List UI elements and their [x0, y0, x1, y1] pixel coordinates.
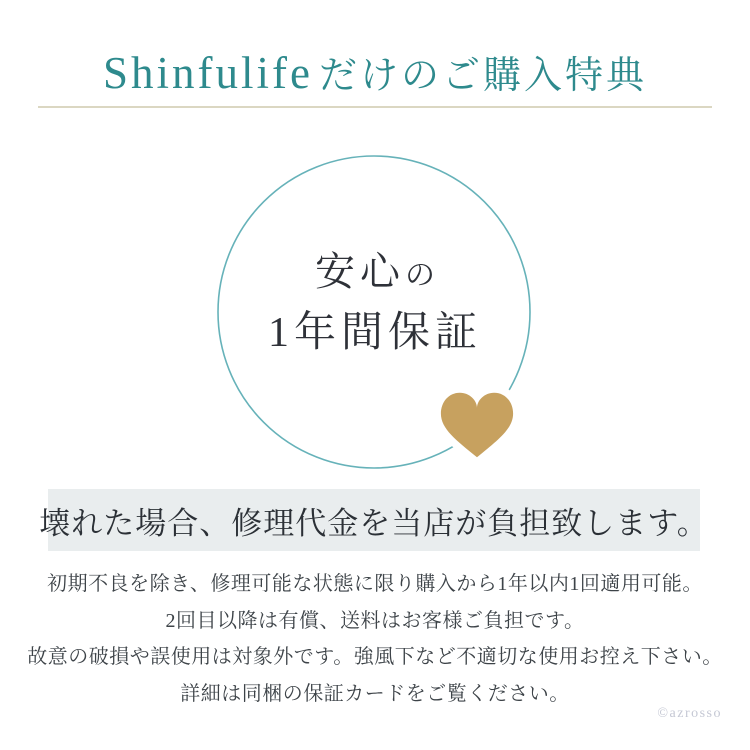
warranty-notes	[0, 566, 750, 712]
guarantee-banner-text: 壊れた場合、修理代金を当店が負担致します。	[39, 505, 709, 541]
page-title	[0, 44, 750, 99]
badge-line1-main: 安心	[315, 249, 405, 294]
badge-line1-particle: の	[405, 259, 435, 292]
guarantee-banner	[39, 489, 709, 551]
heart-halo	[441, 393, 513, 458]
title-suffix: だけのご購入特典	[318, 55, 647, 97]
heart-icon	[441, 393, 513, 458]
warranty-badge-text	[0, 248, 750, 358]
note-line: 2回目以降は有償、送料はお客様ご負担です。	[165, 609, 585, 632]
badge-line1	[0, 248, 750, 300]
watermark: ©azrosso	[657, 706, 722, 721]
note-line: 詳細は同梱の保証カードをご覧ください。	[180, 682, 570, 705]
note-line: 故意の破損や誤使用は対象外です。強風下など不適切な使用お控え下さい。	[27, 646, 723, 668]
title-divider	[38, 106, 712, 108]
brand-name: Shinfulife	[103, 48, 313, 98]
note-line: 初期不良を除き、修理可能な状態に限り購入から1年以内1回適用可能。	[47, 573, 703, 595]
badge-line2: 1年間保証	[267, 310, 482, 356]
